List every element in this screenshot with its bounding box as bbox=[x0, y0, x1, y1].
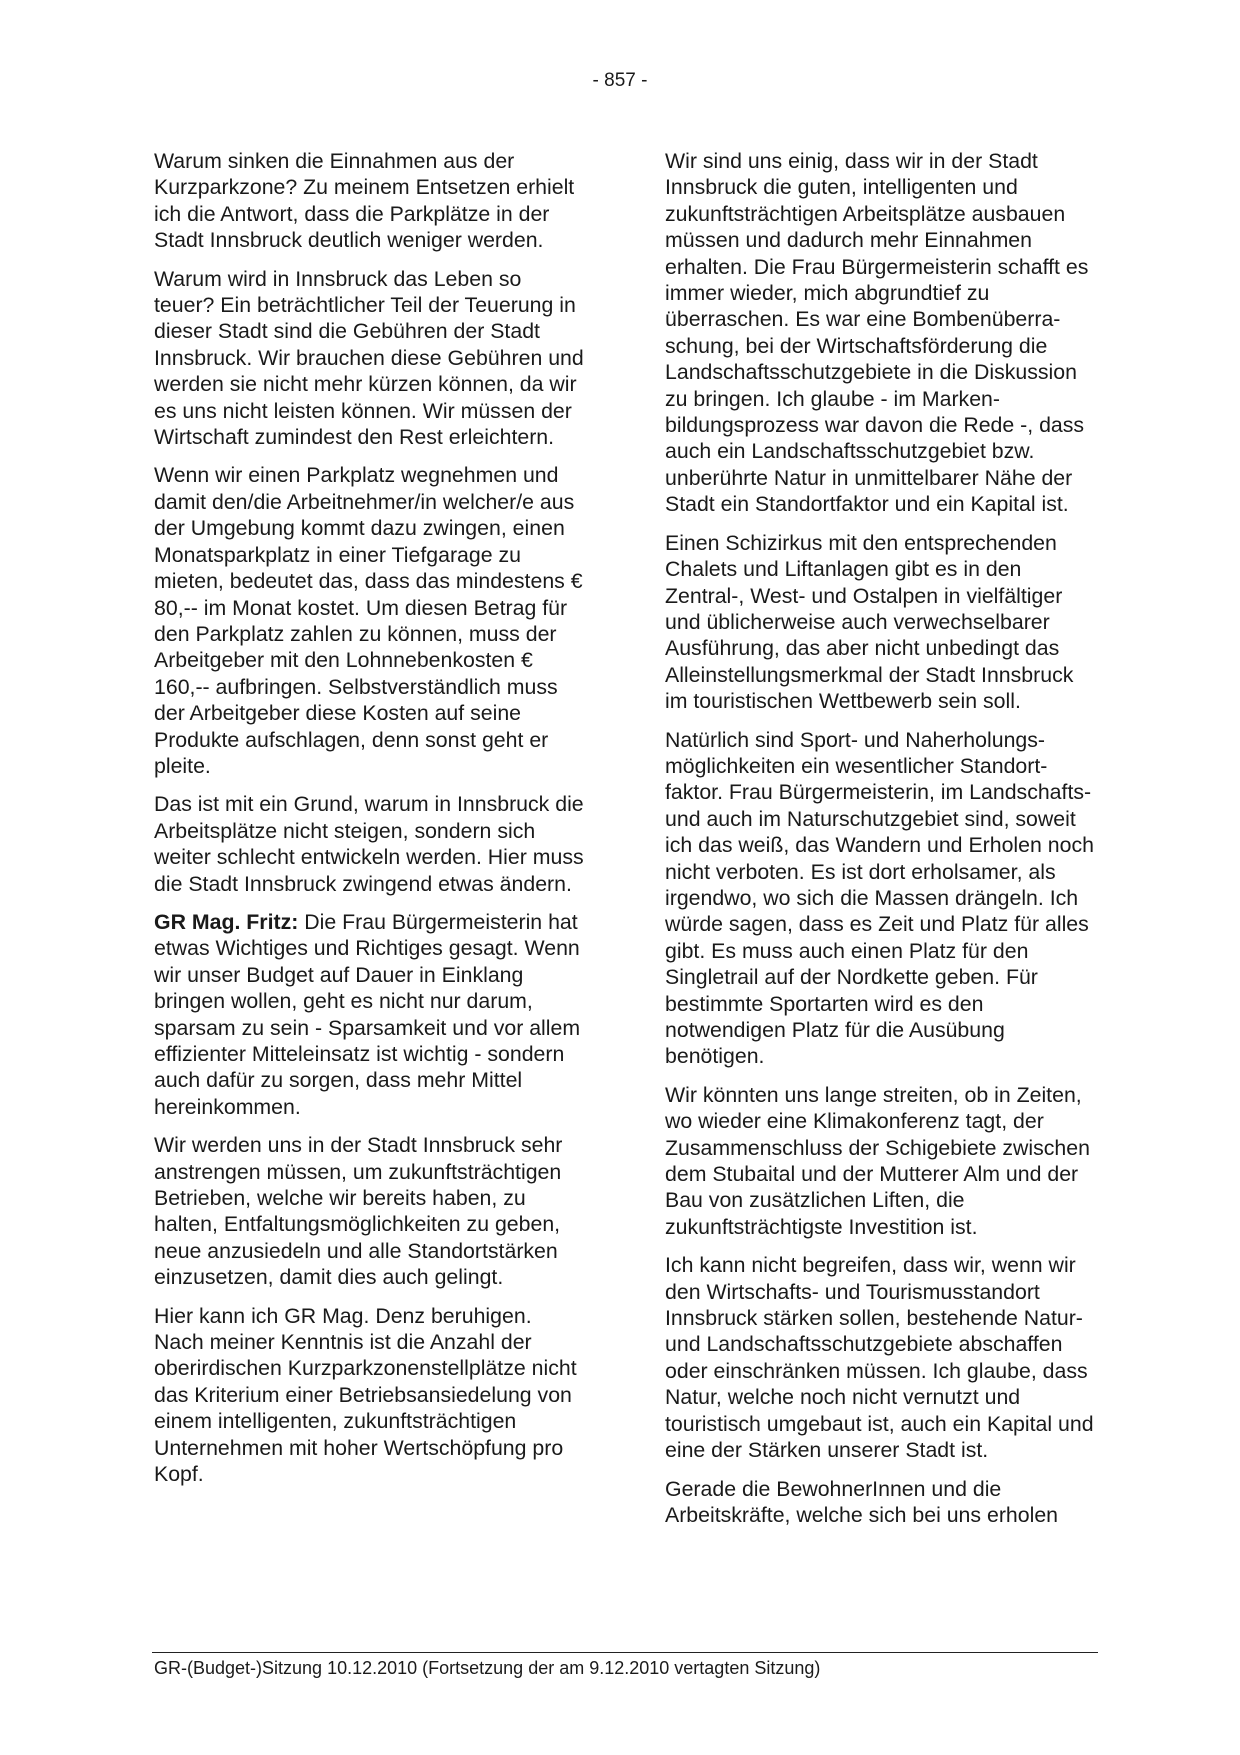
left-column bbox=[154, 148, 584, 1500]
page-number: - 857 - bbox=[592, 70, 648, 91]
right-column bbox=[665, 148, 1097, 1540]
paragraph: Einen Schizirkus mit den entsprechenden Chalets und Liftanlagen gibt es in den Zentral-, West- und Ostalpen in vielfältiger und üblicherweise auch verwechselbarer Ausführung, das aber nicht unbedingt das Alleinstellungsmerkmal der Stadt Innsbruck im touristischen Wettbewerb sein soll. bbox=[665, 530, 1074, 714]
paragraph: Hier kann ich GR Mag. Denz beruhigen. Nach meiner Kenntnis ist die Anzahl der oberirdischen Kurzparkzonenstellplätze nicht das Kriterium einer Betriebsansiedelung von einem intelligenten, zukunftsträchtigen Unternehmen mit hoher Wertschöpfung pro Kopf. bbox=[154, 1303, 577, 1487]
paragraph: Ich kann nicht begreifen, dass wir, wenn wir den Wirtschafts- und Tourismusstandort Innsbruck stärken sollen, bestehende Natur- und Landschaftsschutzgebiete abschaffen oder einschränken müssen. Ich glaube, dass Natur, welche noch nicht vernutzt und touristisch umgebaut ist, auch ein Kapital und eine der Stärken unserer Stadt ist. bbox=[665, 1253, 1094, 1463]
paragraph: Wir sind uns einig, dass wir in der Stadt Innsbruck die guten, intelligenten und zukunftsträchtigen Arbeitsplätze ausbauen müssen und dadurch mehr Einnahmen erhalten. Die Frau Bürgermeisterin schafft es immer wieder, mich abgrundtief zu überraschen. Es war eine Bombenüberraschung, bei der Wirtschaftsförderung die Landschaftsschutzgebiete in die Diskussion zu bringen. Ich glaube - im Markenbildungsprozess war davon die Rede -, dass auch ein Landschaftsschutzgebiet bzw. unberührte Natur in unmittelbarer Nähe der Stadt ein Standortfaktor und ein Kapital ist. bbox=[665, 149, 1089, 517]
paragraph-speech bbox=[154, 909, 584, 1120]
paragraph: Warum sinken die Einnahmen aus der Kurzparkzone? Zu meinem Entsetzen erhielt ich die Antwort, dass die Parkplätze in der Stadt Innsbruck deutlich weniger werden. bbox=[154, 149, 575, 253]
paragraph: Gerade die BewohnerInnen und die Arbeitskräfte, welche sich bei uns erholen bbox=[665, 1476, 1059, 1527]
paragraph: Wir könnten uns lange streiten, ob in Zeiten, wo wieder eine Klimakonferenz tagt, der Zusammenschluss der Schigebiete zwischen dem Stubaital und der Mutterer Alm und der Bau von zusätzlichen Liften, die zukunftsträchtigste Investition ist. bbox=[665, 1082, 1090, 1239]
paragraph: Natürlich sind Sport- und Naherholungsmöglichkeiten ein wesentlicher Standortfaktor. Frau Bürgermeisterin, im Landschafts- und auch im Naturschutzgebiet sind, soweit ich das weiß, das Wandern und Erholen noch nicht verboten. Es ist dort erholsamer, als irgendwo, wo sich die Massen drängeln. Ich würde sagen, dass es Zeit und Platz für alles gibt. Es muss auch einen Platz für den Singletrail auf der Nordkette geben. Für bestimmte Sportarten wird es den notwendigen Platz für die Ausübung benötigen. bbox=[665, 727, 1094, 1069]
paragraph: Wir werden uns in der Stadt Innsbruck sehr anstrengen müssen, um zukunftsträchtigen Betrieben, welche wir bereits haben, zu halten, Entfaltungsmöglichkeiten zu geben, neue anzusiedeln und alle Standortstärken einzusetzen, damit dies auch gelingt. bbox=[154, 1133, 563, 1290]
speech-text: Die Frau Bürgermeisterin hat etwas Wichtiges und Richtiges gesagt. Wenn wir unser Budget auf Dauer in Einklang bringen wollen, geht es nicht nur darum, sparsam zu sein - Sparsamkeit und vor allem effizienter Mitteleinsatz ist wichtig - sondern auch dafür zu sorgen, dass mehr Mittel hereinkommen. bbox=[154, 909, 581, 1119]
paragraph: Wenn wir einen Parkplatz wegnehmen und damit den/die Arbeitnehmer/in welcher/e aus der Umgebung kommt dazu zwingen, einen Monatsparkplatz in einer Tiefgarage zu mieten, bedeutet das, dass das mindestens € 80,-- im Monat kostet. Um diesen Betrag für den Parkplatz zahlen zu können, muss der Arbeitgeber mit den Lohnnebenkosten € 160,-- aufbringen. Selbstverständlich muss der Arbeitgeber diese Kosten auf seine Produkte aufschlagen, denn sonst geht er pleite. bbox=[154, 463, 583, 778]
footer-divider bbox=[152, 1652, 1098, 1653]
speaker-name: GR Mag. Fritz: bbox=[154, 909, 299, 934]
footer-text: GR-(Budget-)Sitzung 10.12.2010 (Fortsetzung der am 9.12.2010 vertagten Sitzung) bbox=[154, 1658, 821, 1678]
paragraph: Das ist mit ein Grund, warum in Innsbruck die Arbeitsplätze nicht steigen, sondern sich weiter schlecht entwickeln werden. Hier muss die Stadt Innsbruck zwingend etwas ändern. bbox=[154, 792, 584, 896]
paragraph: Warum wird in Innsbruck das Leben so teuer? Ein beträchtlicher Teil der Teuerung in dieser Stadt sind die Gebühren der Stadt Innsbruck. Wir brauchen diese Gebühren und werden sie nicht mehr kürzen können, da wir es uns nicht leisten können. Wir müssen der Wirtschaft zumindest den Rest erleichtern. bbox=[154, 266, 584, 450]
